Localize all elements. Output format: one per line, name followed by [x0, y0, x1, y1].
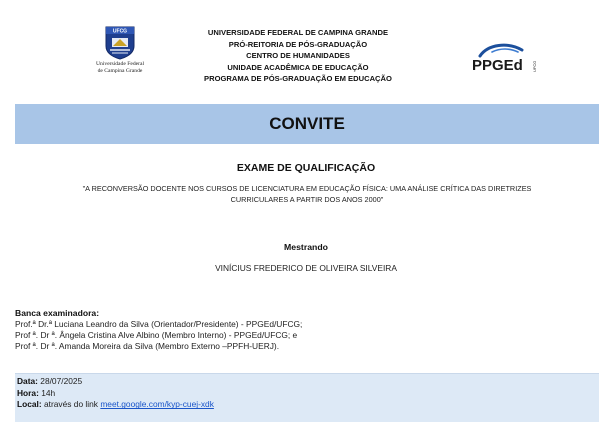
ufcg-shield-icon — [105, 26, 135, 60]
place-label: Local: — [17, 399, 42, 410]
banca-member: Prof.ª Dr.ª Luciana Leandro da Silva (Orientador/Presidente) - PPGEd/UFCG; — [15, 319, 303, 329]
thesis-title — [26, 184, 588, 205]
institution-line: CENTRO DE HUMANIDADES — [246, 51, 350, 61]
banca-examinadora — [15, 308, 575, 352]
ppged-logo — [470, 42, 542, 76]
date-value: 28/07/2025 — [40, 376, 83, 386]
date-label: Data: — [17, 376, 38, 386]
banner-title: CONVITE — [269, 114, 345, 133]
institution-line: PRÓ-REITORIA DE PÓS-GRADUAÇÃO — [228, 39, 368, 49]
convite-banner — [15, 104, 599, 144]
date-row — [17, 376, 214, 388]
institution-line: UNIDADE ACADÊMICA DE EDUCAÇÃO — [227, 62, 369, 72]
banca-label: Banca examinadora: — [15, 308, 100, 318]
thesis-line: CURRICULARES A PARTIR DOS ANOS 2000" — [230, 194, 384, 204]
institution-line: PROGRAMA DE PÓS-GRADUAÇÃO EM EDUCAÇÃO — [204, 74, 392, 84]
time-row — [17, 388, 214, 400]
time-label: Hora: — [17, 387, 39, 398]
seal-text: UFCG — [112, 28, 128, 35]
place-text: através do link — [44, 399, 98, 410]
mestrando-label: Mestrando — [284, 242, 328, 252]
ppged-logo-text: PPGEd — [472, 57, 523, 74]
institution-header — [160, 27, 436, 85]
ufcg-logo — [88, 26, 152, 82]
ufcg-caption: Universidade Federal de Campina Grande — [96, 61, 144, 74]
ppged-logo-sub: UFCG — [532, 60, 537, 72]
banca-member: Prof ª. Dr ª. Ângela Cristina Alve Albino (Membro Interno) - PPGEd/UFCG; e — [15, 330, 298, 340]
institution-line: UNIVERSIDADE FEDERAL DE CAMPINA GRANDE — [207, 28, 389, 37]
place-row — [17, 399, 214, 411]
meet-link[interactable]: meet.google.com/kyp-cuej-xdk — [100, 399, 214, 410]
mestrando-name: VINÍCIUS FREDERICO DE OLIVEIRA SILVEIRA — [215, 263, 397, 273]
banca-member: Prof ª. Dr ª. Amanda Moreira da Silva (Membro Externo –PPFH-UERJ). — [15, 341, 280, 351]
time-value: 14h — [41, 387, 56, 398]
exam-title: EXAME DE QUALIFICAÇÃO — [236, 162, 376, 174]
event-info — [17, 376, 214, 411]
thesis-line: "A RECONVERSÃO DOCENTE NOS CURSOS DE LICENCIATURA EM EDUCAÇÃO FÍSICA: UMA ANÁLISE CRÍTICA DAS DIRETRIZES — [82, 184, 532, 193]
